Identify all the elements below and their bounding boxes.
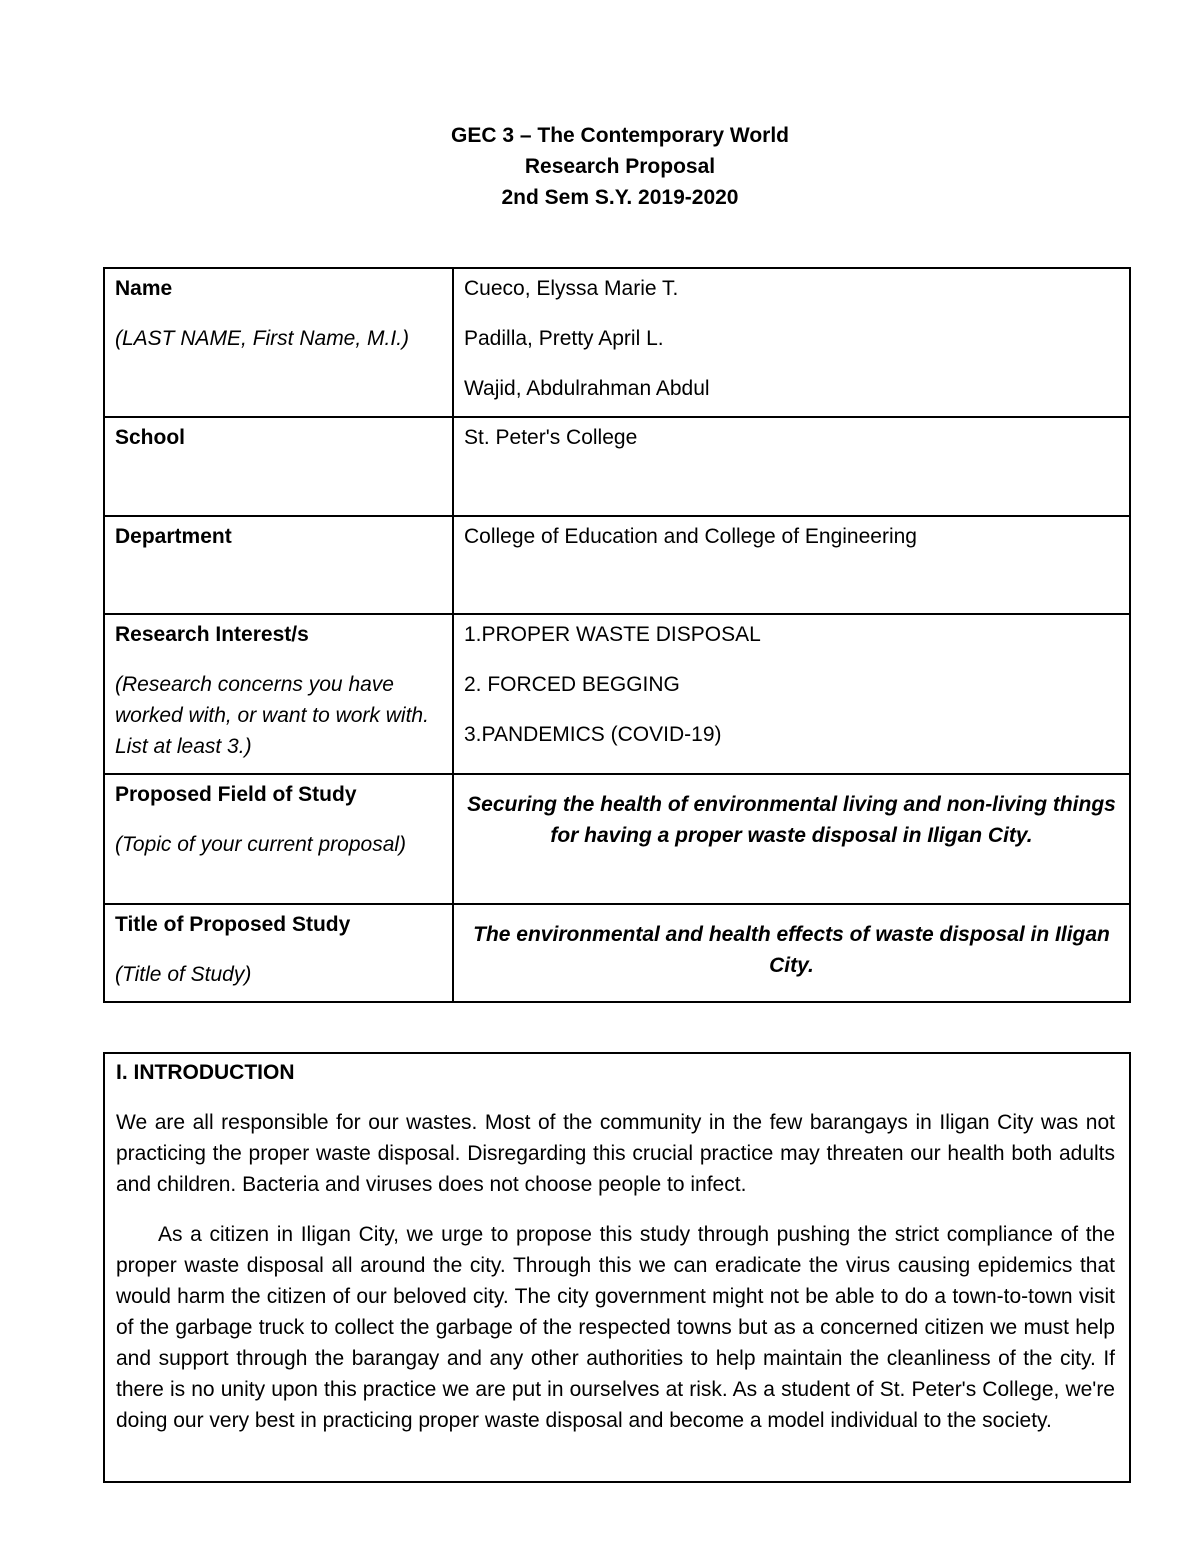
research-interests-hint: (Research concerns you have worked with, or want to work with. List at least 3.) [115, 673, 429, 758]
field-of-study-label-cell [104, 774, 453, 904]
school-value-cell [453, 417, 1130, 516]
title-of-study-label: Title of Proposed Study [115, 913, 351, 936]
title-of-study-label-cell [104, 904, 453, 1002]
member-name-2: Padilla, Pretty April L. [464, 327, 664, 350]
document-header [0, 120, 1200, 213]
department-label-cell [104, 516, 453, 614]
name-value-cell [453, 268, 1130, 417]
field-of-study-label: Proposed Field of Study [115, 783, 357, 806]
name-label: Name [115, 277, 173, 300]
department-value: College of Education and College of Engineering [464, 525, 917, 548]
field-of-study-value-cell [453, 774, 1130, 904]
department-value-cell [453, 516, 1130, 614]
introduction-heading: I. INTRODUCTION [116, 1061, 295, 1084]
title-of-study-value-cell [453, 904, 1130, 1002]
school-term: 2nd Sem S.Y. 2019-2020 [501, 186, 739, 209]
name-hint: (LAST NAME, First Name, M.I.) [115, 327, 410, 350]
research-interests-label-cell [104, 614, 453, 774]
research-interest-3: 3.PANDEMICS (COVID-19) [464, 723, 722, 746]
introduction-paragraph-1: We are all responsible for our wastes. Most of the community in the few barangays in Iligan City was not practicing the proper waste disposal. Disregarding this crucial practice may threaten our health both adults and children. Bacteria and viruses does not choose people to infect. [116, 1111, 1115, 1196]
member-name-1: Cueco, Elyssa Marie T. [464, 277, 679, 300]
research-interests-label: Research Interest/s [115, 623, 309, 646]
name-label-cell [104, 268, 453, 417]
research-interest-2: 2. FORCED BEGGING [464, 673, 680, 696]
document-type: Research Proposal [524, 155, 716, 178]
department-label: Department [115, 525, 232, 548]
title-of-study-hint: (Title of Study) [115, 963, 252, 986]
field-of-study-row [104, 774, 1130, 904]
school-value: St. Peter's College [464, 426, 638, 449]
field-of-study-value: Securing the health of environmental living and non-living things for having a proper waste disposal in Iligan City. [467, 793, 1116, 847]
school-label: School [115, 426, 186, 449]
name-row [104, 268, 1130, 417]
introduction-box [103, 1052, 1131, 1483]
research-interests-value-cell [453, 614, 1130, 774]
field-of-study-hint: (Topic of your current proposal) [115, 833, 407, 856]
introduction-paragraph-2: As a citizen in Iligan City, we urge to propose this study through pushing the strict compliance of the proper waste disposal all around the city. Through this we can eradicate the virus causing epidemics that would harm the citizen of our beloved city. The city government might not be able to do a town-to-town visit of the garbage truck to collect the garbage of the respected towns but as a concerned citizen we must help and support through the barangay and any other authorities to help maintain the cleanliness of the city. If there is no unity upon this practice we are put in ourselves at risk. As a student of St. Peter's College, we're doing our very best in practicing proper waste disposal and become a model individual to the society. [116, 1223, 1115, 1432]
school-label-cell [104, 417, 453, 516]
school-row [104, 417, 1130, 516]
course-title: GEC 3 – The Contemporary World [451, 124, 789, 147]
member-name-3: Wajid, Abdulrahman Abdul [464, 377, 710, 400]
research-interests-row [104, 614, 1130, 774]
proposal-info-table [103, 267, 1131, 1003]
department-row [104, 516, 1130, 614]
title-of-study-value: The environmental and health effects of waste disposal in Iligan City. [473, 923, 1110, 977]
title-of-study-row [104, 904, 1130, 1002]
research-interest-1: 1.PROPER WASTE DISPOSAL [464, 623, 761, 646]
